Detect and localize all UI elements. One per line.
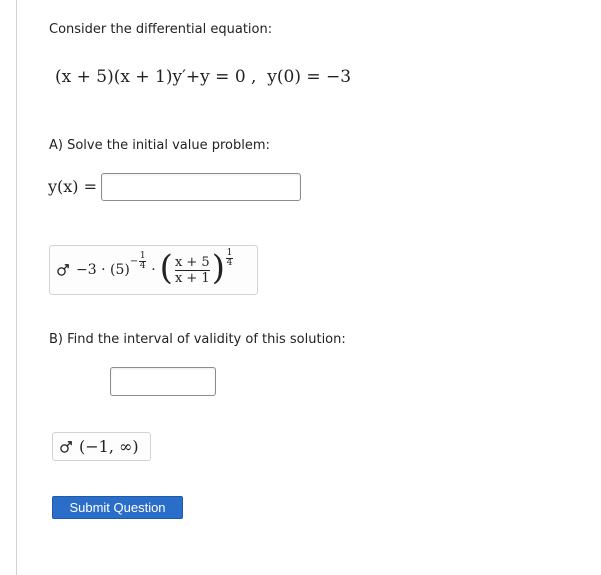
coefficient-exponent: [130, 252, 147, 271]
gender-symbol-icon: [56, 263, 70, 277]
equation-factor-2: (x + 1): [113, 67, 173, 87]
outer-exponent-fraction: [226, 249, 233, 268]
left-border: [16, 0, 17, 575]
gender-symbol-icon: [59, 440, 73, 454]
ratio-numerator: x + 5: [174, 254, 210, 270]
outer-exponent: [225, 249, 234, 268]
outer-exponent-denominator: 4: [226, 257, 233, 268]
equation-factor-1: (x + 5): [55, 67, 114, 87]
exponent-fraction: [139, 252, 146, 271]
coefficient: −3 · (5): [76, 262, 130, 278]
exponent-sign: −: [129, 255, 139, 267]
solution-preview: [49, 245, 258, 295]
interval-preview: [52, 432, 151, 461]
equation-rest: y′+y = 0 ,: [172, 67, 257, 87]
solution-input[interactable]: [101, 173, 301, 201]
interval-expression: (−1, ∞): [79, 437, 139, 456]
right-paren: ): [211, 248, 225, 288]
differential-equation: [55, 67, 351, 87]
solution-label: y(x) =: [48, 177, 98, 196]
submit-question-button[interactable]: Submit Question: [52, 496, 183, 519]
solution-expression: [76, 247, 234, 288]
multiply-dot: ·: [151, 262, 156, 278]
part-a-prompt: A) Solve the initial value problem:: [49, 138, 270, 153]
ratio-denominator: x + 1: [174, 270, 210, 286]
question-intro: Consider the differential equation:: [49, 22, 273, 37]
exponent-numerator: 1: [139, 250, 146, 261]
initial-condition: y(0) = −3: [267, 67, 352, 87]
left-paren: (: [159, 248, 173, 288]
interval-input[interactable]: [110, 367, 216, 396]
ratio-fraction: [175, 255, 210, 286]
part-b-prompt: B) Find the interval of validity of this solution:: [49, 332, 346, 347]
outer-exponent-numerator: 1: [226, 247, 233, 258]
exponent-denominator: 4: [139, 260, 146, 271]
